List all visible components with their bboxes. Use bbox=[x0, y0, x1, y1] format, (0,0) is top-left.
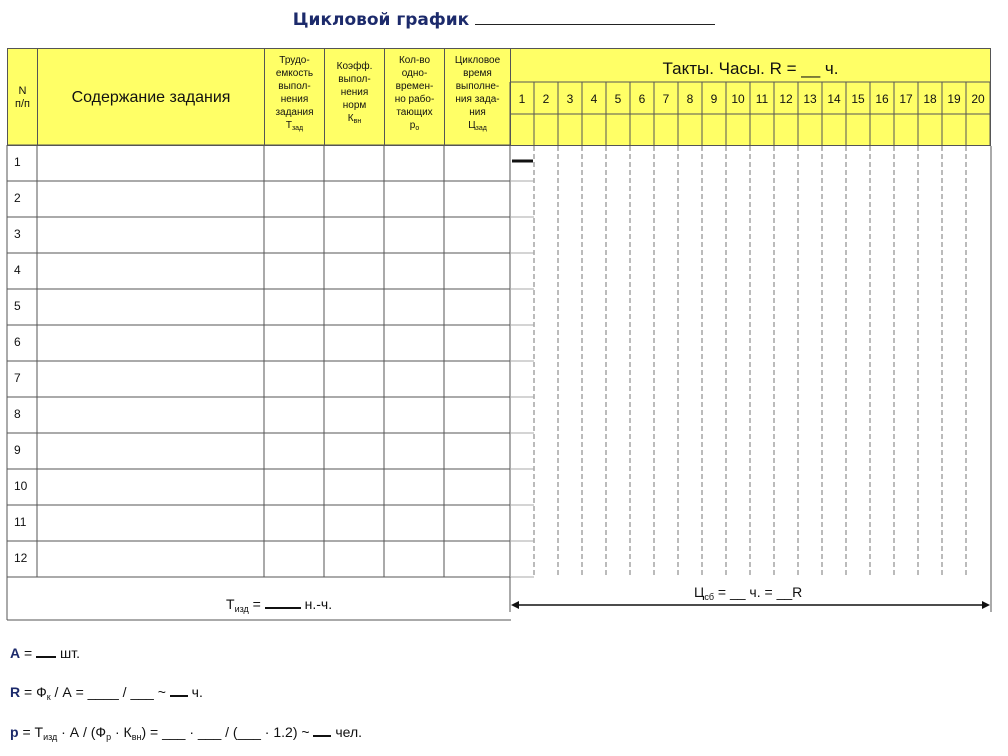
formula-p-sub2: р bbox=[106, 732, 112, 742]
tact-number: 15 bbox=[851, 92, 865, 106]
row-number: 8 bbox=[14, 407, 21, 421]
header-col2-line: норм bbox=[342, 100, 367, 111]
header-content: Содержание задания bbox=[71, 88, 231, 106]
formula-r-blank bbox=[170, 685, 188, 697]
t-izd-total bbox=[226, 596, 332, 612]
t-izd-unit: н.-ч. bbox=[300, 596, 333, 612]
c-sb-rest: = __ ч. = __R bbox=[714, 584, 803, 600]
row-number: 3 bbox=[14, 227, 21, 241]
formula-a-blank bbox=[36, 646, 56, 658]
row-number: 1 bbox=[14, 155, 21, 169]
formula-p-sub1: изд bbox=[43, 732, 58, 742]
row-number: 5 bbox=[14, 299, 21, 313]
formula-r-var: R bbox=[10, 684, 21, 700]
formula-r-part2: / А = ____ / ___ ~ bbox=[50, 684, 170, 700]
formula-r bbox=[10, 684, 203, 700]
c-sb-sub: сб bbox=[704, 592, 715, 602]
header-col4-symbol-letter: Ц bbox=[468, 120, 476, 131]
t-izd-blank bbox=[265, 597, 301, 609]
tact-number: 4 bbox=[590, 92, 598, 106]
tact-number: 18 bbox=[923, 92, 937, 106]
row-number: 2 bbox=[14, 191, 21, 205]
header-num-n: N bbox=[18, 85, 27, 97]
tact-number: 7 bbox=[662, 92, 670, 106]
formula-a-equals: = bbox=[20, 645, 37, 661]
c-sb-total bbox=[694, 584, 802, 600]
header-col2-line: нения bbox=[340, 87, 369, 98]
title-text: Цикловой график bbox=[292, 10, 470, 30]
header-col3-line: но рабо- bbox=[394, 94, 435, 105]
tact-number: 17 bbox=[899, 92, 913, 106]
header-col3-symbol-sub: о bbox=[415, 125, 420, 132]
row-number: 7 bbox=[14, 371, 21, 385]
header-col3-symbol-letter: р bbox=[409, 120, 416, 131]
header-col3-line: одно- bbox=[401, 68, 428, 79]
cycle-arrow-head-right bbox=[982, 601, 990, 609]
tact-number: 1 bbox=[518, 92, 526, 106]
tact-number: 6 bbox=[638, 92, 646, 106]
header-col2-line: Коэфф. bbox=[336, 61, 373, 72]
header-col2-symbol-sub: вн bbox=[353, 118, 362, 125]
t-izd-symbol: Т bbox=[226, 596, 235, 612]
tact-number: 11 bbox=[755, 92, 769, 106]
header-col2-line: выпол- bbox=[338, 74, 371, 85]
row-number: 11 bbox=[14, 515, 27, 529]
tact-number: 19 bbox=[947, 92, 961, 106]
row-number: 4 bbox=[14, 263, 21, 277]
tact-number: 16 bbox=[875, 92, 889, 106]
formula-a-unit: шт. bbox=[56, 645, 80, 661]
header-col1-line: задания bbox=[275, 107, 314, 118]
header-col1-line: нения bbox=[280, 94, 309, 105]
header-col1-symbol-letter: Т bbox=[285, 120, 292, 131]
header-col4-line: ния bbox=[469, 107, 486, 118]
header-col2-symbol-letter: К bbox=[347, 113, 354, 124]
header-col4-symbol-sub: зад bbox=[475, 125, 487, 132]
formula-a-var: А bbox=[10, 645, 21, 661]
row-number: 12 bbox=[14, 551, 28, 565]
header-col3-line: времен- bbox=[395, 81, 434, 92]
tact-number: 5 bbox=[614, 92, 622, 106]
tact-number: 3 bbox=[566, 92, 574, 106]
formula-p-unit: чел. bbox=[331, 724, 363, 740]
row-number: 9 bbox=[14, 443, 21, 457]
header-col4-line: Цикловое bbox=[454, 55, 501, 66]
formula-r-unit: ч. bbox=[187, 684, 203, 700]
formula-p-part4: ) = ___ · ___ / (___ · 1.2) ~ bbox=[141, 724, 314, 740]
formula-p-var: р bbox=[10, 724, 19, 740]
tact-number: 14 bbox=[827, 92, 841, 106]
header-col4-line: ния зада- bbox=[455, 94, 500, 105]
header-col1-line: Трудо- bbox=[279, 55, 310, 66]
formula-p bbox=[10, 724, 362, 740]
header-col1-symbol-sub: зад bbox=[291, 125, 304, 132]
header-col3-line: тающих bbox=[396, 107, 433, 118]
row-number: 10 bbox=[14, 479, 28, 493]
tact-number: 9 bbox=[710, 92, 718, 106]
formula-p-sub3: вн bbox=[131, 732, 142, 742]
t-izd-equals: = bbox=[248, 596, 265, 612]
row-number: 6 bbox=[14, 335, 21, 349]
c-sb-symbol: Ц bbox=[694, 584, 705, 600]
tact-number: 8 bbox=[686, 92, 694, 106]
formula-p-part1: = Т bbox=[18, 724, 44, 740]
tact-number: 12 bbox=[779, 92, 793, 106]
header-col3-line: Кол-во bbox=[398, 55, 431, 66]
cycle-arrow-head-left bbox=[511, 601, 519, 609]
header-num-pp: п/п bbox=[15, 98, 30, 110]
formula-p-part3: · К bbox=[111, 724, 132, 740]
tact-number: 13 bbox=[803, 92, 817, 106]
tact-number: 20 bbox=[971, 92, 985, 106]
t-izd-sub: изд bbox=[234, 604, 249, 614]
formula-p-part2: · А / (Ф bbox=[57, 724, 107, 740]
header-col1-line: выпол- bbox=[278, 81, 311, 92]
formula-a bbox=[10, 645, 80, 661]
header-col4-line: время bbox=[463, 68, 492, 79]
formula-r-part1: = Ф bbox=[20, 684, 47, 700]
header-col1-line: емкость bbox=[275, 68, 314, 79]
formula-p-blank bbox=[313, 725, 331, 737]
header-col4-line: выполне- bbox=[455, 81, 500, 92]
tact-number: 10 bbox=[731, 92, 745, 106]
formula-r-sub: к bbox=[46, 692, 51, 702]
tact-number: 2 bbox=[542, 92, 550, 106]
header-tacts: Такты. Часы. R = __ ч. bbox=[662, 58, 839, 78]
